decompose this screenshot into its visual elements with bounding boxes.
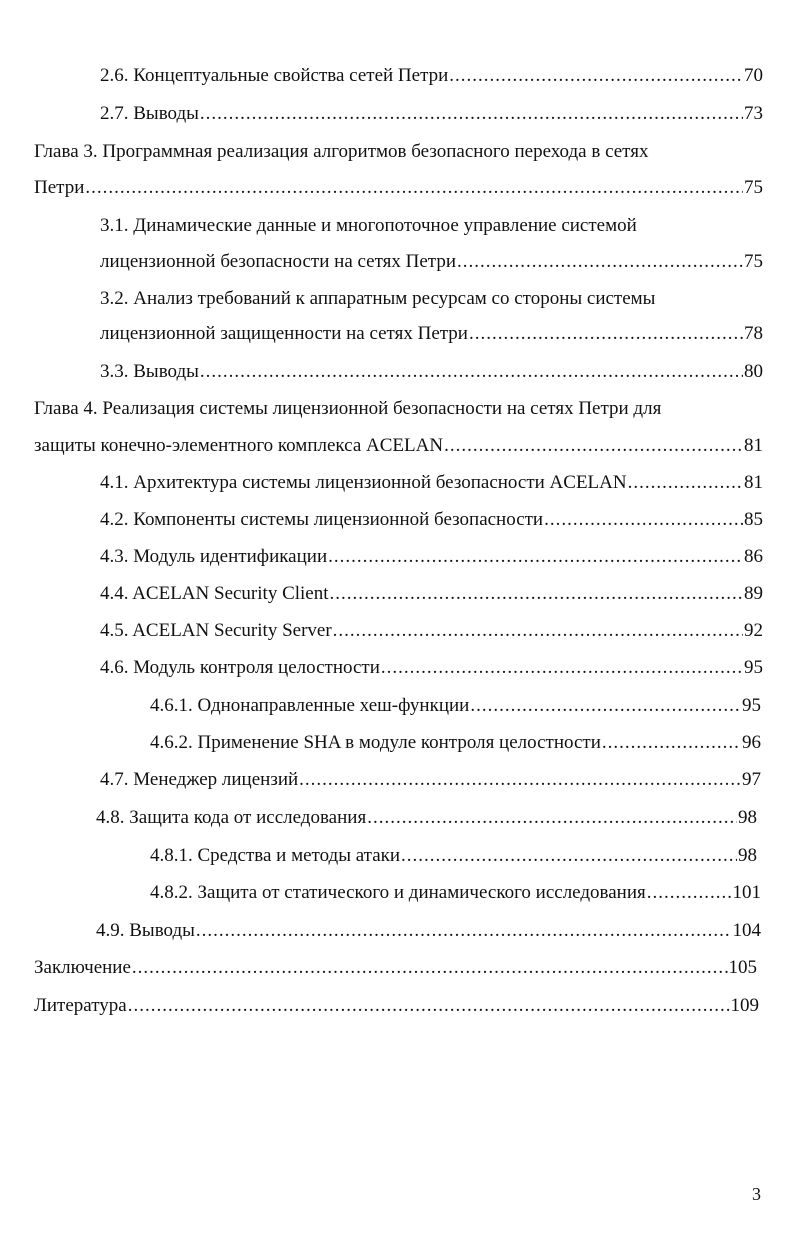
toc-entry-4-2 — [100, 506, 763, 534]
leader-dots — [470, 692, 741, 720]
leader-dots — [469, 320, 743, 348]
toc-entry-page: 98 — [738, 845, 757, 866]
leader-dots — [444, 432, 743, 460]
toc-entry-4-1 — [100, 469, 763, 497]
toc-entry-title: лицензионной безопасности на сетях Петри — [100, 251, 456, 272]
toc-chapter-4 — [34, 432, 763, 460]
toc-entry-page: 92 — [744, 620, 763, 641]
toc-entry-page: 95 — [744, 657, 763, 678]
leader-dots — [85, 174, 743, 202]
leader-dots — [132, 954, 728, 982]
leader-dots — [196, 917, 732, 945]
leader-dots — [128, 992, 730, 1020]
leader-dots — [299, 766, 741, 794]
toc-entry-title: 4.6.1. Однонаправленные хеш-функции — [150, 695, 470, 716]
leader-dots — [628, 469, 743, 497]
toc-entry-title: 4.6. Модуль контроля целостности — [100, 657, 380, 678]
toc-entry-3-1 — [100, 248, 763, 276]
toc-entry-title: 4.1. Архитектура системы лицензионной безопасности ACELAN — [100, 472, 627, 493]
toc-entry-page: 97 — [742, 769, 761, 790]
leader-dots — [200, 100, 743, 128]
toc-entry-title: 4.6.2. Применение SHA в модуле контроля целостности — [150, 732, 601, 753]
toc-entry-4-6-2 — [150, 729, 761, 757]
toc-entry-3-2 — [100, 320, 763, 348]
toc-entry-page: 85 — [744, 509, 763, 530]
toc-entry-4-9 — [96, 917, 761, 945]
toc-entry-page: 89 — [744, 583, 763, 604]
toc-entry-page: 81 — [744, 472, 763, 493]
toc-entry-conclusion — [34, 954, 757, 982]
toc-entry-page: 95 — [742, 695, 761, 716]
toc-entry-title: 2.7. Выводы — [100, 103, 199, 124]
toc-entry-title: 4.8. Защита кода от исследования — [96, 807, 367, 828]
toc-entry-page: 78 — [744, 323, 763, 344]
toc-entry-4-8-2 — [150, 879, 761, 907]
toc-entry-title: 4.8.1. Средства и методы атаки — [150, 845, 401, 866]
toc-chapter-3-line1: Глава 3. Программная реализация алгоритмов безопасного перехода в сетях — [34, 141, 649, 162]
leader-dots — [602, 729, 741, 757]
leader-dots — [328, 543, 743, 571]
toc-entry-4-4 — [100, 580, 763, 608]
leader-dots — [367, 804, 737, 832]
toc-entry-page: 75 — [744, 251, 763, 272]
toc-entry-title: 4.8.2. Защита от статического и динамического исследования — [150, 882, 646, 903]
toc-entry-title: защиты конечно-элементного комплекса ACELAN — [34, 435, 444, 456]
leader-dots — [449, 62, 743, 90]
toc-entry-page: 70 — [744, 65, 763, 86]
toc-entry-page: 80 — [744, 361, 763, 382]
toc-entry-page: 75 — [744, 177, 763, 198]
toc-entry-2-7 — [100, 100, 763, 128]
leader-dots — [333, 617, 743, 645]
toc-entry-literature — [34, 992, 759, 1020]
toc-entry-title: 4.2. Компоненты системы лицензионной безопасности — [100, 509, 544, 530]
toc-entry-4-8 — [96, 804, 757, 832]
toc-entry-page: 86 — [744, 546, 763, 567]
toc-chapter-3 — [34, 174, 763, 202]
toc-entry-title: 2.6. Концептуальные свойства сетей Петри — [100, 65, 449, 86]
toc-entry-title: 4.4. ACELAN Security Client — [100, 583, 329, 604]
leader-dots — [647, 879, 732, 907]
toc-entry-title: 4.7. Менеджер лицензий — [100, 769, 299, 790]
toc-entry-page: 105 — [728, 957, 757, 978]
toc-entry-title: 4.5. ACELAN Security Server — [100, 620, 332, 641]
leader-dots — [381, 654, 743, 682]
toc-entry-page: 101 — [732, 882, 761, 903]
toc-entry-3-2-line1: 3.2. Анализ требований к аппаратным ресурсам со стороны системы — [100, 288, 656, 309]
toc-entry-title: 3.3. Выводы — [100, 361, 199, 382]
toc-entry-4-6-1 — [150, 692, 761, 720]
toc-entry-4-8-1 — [150, 842, 757, 870]
toc-entry-4-3 — [100, 543, 763, 571]
toc-entry-page: 98 — [738, 807, 757, 828]
toc-entry-page: 104 — [732, 920, 761, 941]
leader-dots — [330, 580, 743, 608]
toc-entry-page: 81 — [744, 435, 763, 456]
toc-chapter-4-line1: Глава 4. Реализация системы лицензионной безопасности на сетях Петри для — [34, 398, 662, 419]
toc-entry-3-1-line1: 3.1. Динамические данные и многопоточное управление системой — [100, 215, 637, 236]
toc-entry-4-6 — [100, 654, 763, 682]
leader-dots — [544, 506, 743, 534]
toc-entry-title: Литература — [34, 995, 127, 1016]
toc-entry-3-3 — [100, 358, 763, 386]
toc-entry-4-7 — [100, 766, 761, 794]
leader-dots — [200, 358, 743, 386]
toc-entry-title: 4.9. Выводы — [96, 920, 195, 941]
toc-entry-title: лицензионной защищенности на сетях Петри — [100, 323, 468, 344]
leader-dots — [401, 842, 737, 870]
toc-entry-title: Петри — [34, 177, 85, 198]
toc-entry-title: 4.3. Модуль идентификации — [100, 546, 328, 567]
toc-entry-page: 73 — [744, 103, 763, 124]
page-number: 3 — [752, 1184, 761, 1204]
toc-entry-page: 96 — [742, 732, 761, 753]
leader-dots — [457, 248, 743, 276]
toc-entry-title: Заключение — [34, 957, 131, 978]
toc-entry-2-6 — [100, 62, 763, 90]
toc-entry-page: 109 — [730, 995, 759, 1016]
toc-entry-4-5 — [100, 617, 763, 645]
